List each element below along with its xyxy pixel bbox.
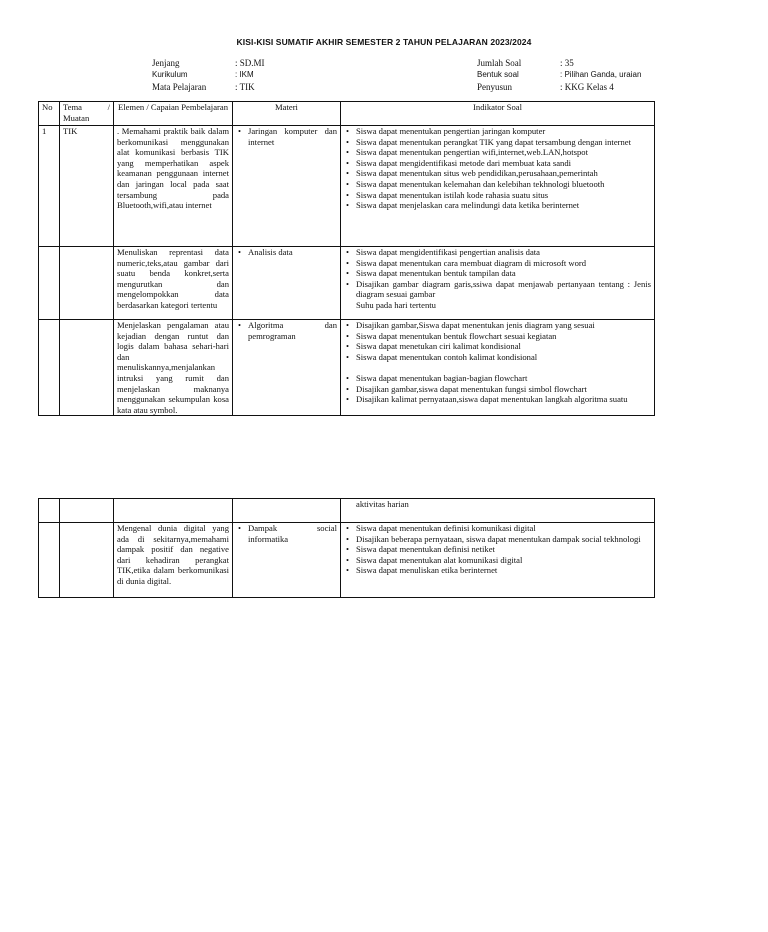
cell-indikator [341, 247, 655, 320]
cell-indikator [341, 320, 655, 416]
materi-item: • Analisis data [236, 247, 337, 258]
cell-elemen: Menjelaskan pengalaman atau kejadian dengan runtut dan logis dalam bahasa sehari-hari dan menuliskannya,menjalankan intruksi yang rumit dan menjelaskan maknanya menggunakan sekumpulan kosa kata atau symbol. [114, 320, 233, 416]
meta-label: Penyusun [477, 82, 513, 92]
header-tema [60, 102, 114, 126]
table-row [39, 247, 655, 320]
cell-elemen [114, 499, 233, 523]
meta-value: : 35 [560, 58, 574, 68]
document-title: KISI-KISI SUMATIF AKHIR SEMESTER 2 TAHUN PELAJARAN 2023/2024 [236, 37, 532, 47]
indikator-item: • Siswa dapat menentukan perangkat TIK yang dapat tersambung dengan internet [344, 137, 651, 148]
indikator-item: • Siswa dapat menentukan cara membuat diagram di microsoft word [344, 258, 651, 269]
cell-tema [60, 247, 114, 320]
indikator-continuation: aktivitas harian [356, 499, 409, 509]
table-row [39, 499, 655, 523]
header-no: No [39, 102, 60, 126]
cell-tema [60, 499, 114, 523]
meta-label: Jenjang [152, 58, 180, 68]
indikator-item: • Disajikan gambar diagram garis,ssiwa dapat menjawab pertanyaan tentang : Jenis diagram sesuai gambar [344, 279, 651, 300]
cell-no [39, 247, 60, 320]
materi-item: • Dampak social informatika [236, 523, 337, 544]
indikator-item: • Siswa dapat menentukan alat komunikasi digital [344, 555, 651, 566]
header-muatan-label: Muatan [63, 112, 90, 123]
indikator-item: • Siswa dapat menentukan contoh kalimat kondisional [344, 352, 651, 363]
indikator-item: • Siswa dapat menentukan kelemahan dan kelebihan tekhnologi bluetooth [344, 179, 651, 190]
meta-label: Bentuk soal [477, 70, 519, 79]
indikator-item: • Siswa dapat mengidentifikasi metode dari membuat kata sandi [344, 158, 651, 169]
indikator-item: • Siswa dapat menentukan bagian-bagian flowchart [344, 373, 651, 384]
indikator-continuation: Suhu pada hari tertentu [356, 299, 436, 310]
meta-mata-pelajaran [152, 81, 265, 93]
table-row [39, 523, 655, 598]
cell-elemen: . Memahami praktik baik dalam berkomunikasi menggunakan alat komunikasi berbasis TIK yang memperhatikan aspek keamanan penggunaan internet dan jaringan local pada saat tersambung pada Bluetooth,wifi,atau internet [114, 126, 233, 247]
materi-item: • Jaringan komputer dan internet [236, 126, 337, 147]
meta-value: : TIK [235, 82, 255, 92]
meta-label: Mata Pelajaran [152, 82, 207, 92]
indikator-item: • Siswa dapat menentukan definisi netiket [344, 544, 651, 555]
header-tema-slash: / [107, 102, 110, 112]
cell-materi [233, 499, 341, 523]
indikator-item: • Siswa dapat menentukan bentuk flowchart sesuai kegiatan [344, 331, 651, 342]
cell-elemen: Mengenal dunia digital yang ada di sekitarnya,memahami dampak positif dan negative dari kehadiran perangkat TIK,etika dalam berkomunikasi di dunia digital. [114, 523, 233, 598]
indikator-item: • Disajikan gambar,Siswa dapat menentukan jenis diagram yang sesuai [344, 320, 651, 331]
cell-tema [60, 320, 114, 416]
cell-no [39, 523, 60, 598]
meta-value: : Pilihan Ganda, uraian [560, 70, 642, 79]
kisi-table [38, 101, 655, 416]
meta-value: : KKG Kelas 4 [560, 82, 614, 92]
indikator-gap [344, 362, 651, 373]
meta-jumlah-soal [477, 57, 641, 69]
cell-indikator [341, 126, 655, 247]
materi-item: • Algoritma dan pemrograman [236, 320, 337, 341]
meta-kurikulum [152, 69, 265, 81]
meta-jenjang [152, 57, 265, 69]
indikator-item: • Siswa dapat menentukan definisi komunikasi digital [344, 523, 651, 534]
indikator-item: • Siswa dapat menuliskan etika berinternet [344, 565, 651, 576]
cell-no [39, 499, 60, 523]
cell-tema: TIK [60, 126, 114, 247]
meta-value: : IKM [235, 70, 254, 79]
cell-materi [233, 247, 341, 320]
meta-label: Jumlah Soal [477, 58, 522, 68]
indikator-item: • Siswa dapat menentukan bentuk tampilan data [344, 268, 651, 279]
header-indikator: Indikator Soal [341, 102, 655, 126]
indikator-item: • Siswa dapat mengidentifikasi pengertian analisis data [344, 247, 651, 258]
cell-indikator [341, 523, 655, 598]
indikator-item: • Siswa dapat menentukan pengertian wifi,internet,web.LAN,hotspot [344, 147, 651, 158]
table-row [39, 126, 655, 247]
kisi-table-continued [38, 498, 655, 598]
header-materi: Materi [233, 102, 341, 126]
cell-materi [233, 523, 341, 598]
header-tema-label: Tema [63, 102, 82, 112]
cell-indikator [341, 499, 655, 523]
meta-bentuk-soal [477, 69, 641, 81]
meta-label: Kurikulum [152, 70, 188, 79]
indikator-item: • Siswa dapat menentukan istilah kode rahasia suatu situs [344, 190, 651, 201]
cell-materi [233, 126, 341, 247]
meta-left [152, 57, 265, 93]
header-elemen: Elemen / Capaian Pembelajaran [114, 102, 233, 126]
meta-penyusun [477, 81, 641, 93]
cell-no [39, 320, 60, 416]
indikator-item: • Disajikan gambar,siswa dapat menentukan fungsi simbol flowchart [344, 384, 651, 395]
indikator-item: • Siswa dapat menentukan pengertian jaringan komputer [344, 126, 651, 137]
cell-materi [233, 320, 341, 416]
cell-elemen: Menuliskan reprentasi data numeric,teks,atau gambar dari suatu benda konkret,serta mengurutkan dan mengelompokkan data berdasarkan kategori tertentu [114, 247, 233, 320]
cell-tema [60, 523, 114, 598]
meta-value: : SD.MI [235, 58, 265, 68]
indikator-item: • Disajikan kalimat pernyataan,siswa dapat menentukan langkah algoritma suatu [344, 394, 651, 405]
indikator-item: • Siswa dapat menjelaskan cara melindungi data ketika berinternet [344, 200, 651, 211]
indikator-item: • Disajikan beberapa pernyataan, siswa dapat menentukan dampak social tekhnologi [344, 534, 651, 545]
cell-no: 1 [39, 126, 60, 247]
meta-right [477, 57, 641, 93]
indikator-item: • Siswa dapat menentukan situs web pendidikan,perusahaan,pemerintah [344, 168, 651, 179]
table-header-row [39, 102, 655, 126]
table-row [39, 320, 655, 416]
indikator-item: • Siswa dapat menetukan ciri kalimat kondisional [344, 341, 651, 352]
